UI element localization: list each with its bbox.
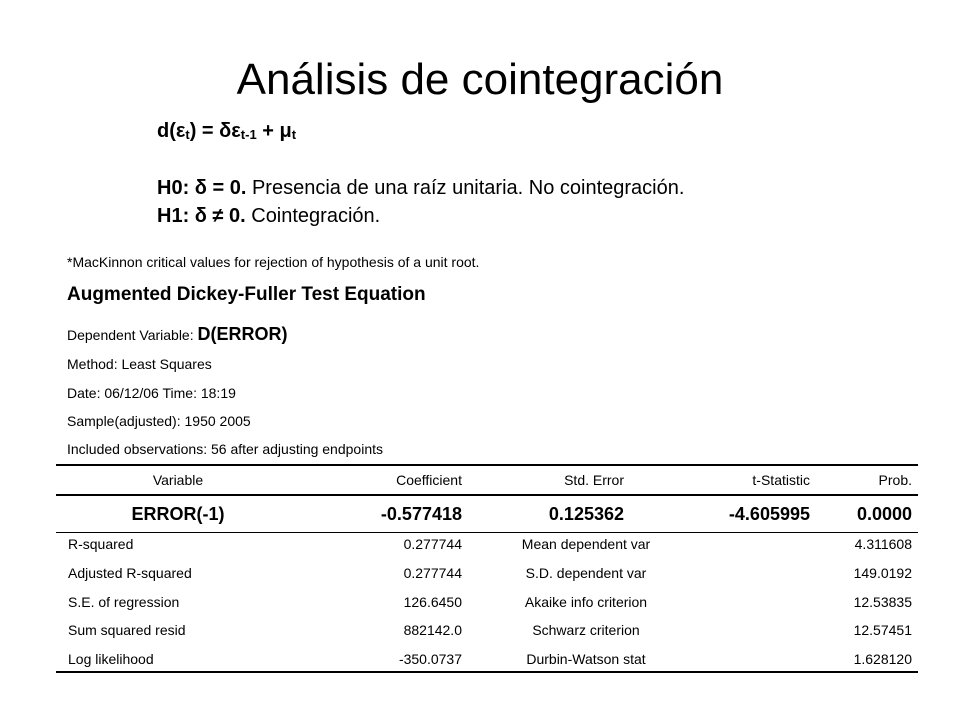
stats-row [56,647,918,671]
stat-value: 126.6450 [403,594,462,610]
stat-label-right: Akaike info criterion [524,594,648,610]
equation-lhs-prefix: d(ε [157,120,186,142]
stat-label: Adjusted R-squared [68,565,192,581]
slide-title: Análisis de cointegración [236,55,724,104]
date-line: Date: 06/12/06 Time: 18:19 [67,385,236,401]
stat-label: S.E. of regression [68,594,180,610]
header-std-error: Std. Error [564,472,624,488]
coef-variable: ERROR(-1) [131,504,225,524]
hypothesis-null [157,177,684,200]
header-variable: Variable [152,472,204,488]
hypothesis-null-text: Presencia de una raíz unitaria. No cointegración. [246,177,685,199]
header-t-statistic: t-Statistic [752,472,810,488]
hypothesis-alt-text: Cointegración. [245,205,381,227]
dependent-variable [67,324,288,345]
stat-label-right: Durbin-Watson stat [526,651,646,667]
header-coefficient: Coefficient [396,472,462,488]
stat-label-right: S.D. dependent var [525,565,647,581]
stat-value: 882142.0 [403,622,462,638]
stat-value-right: 12.53835 [853,594,912,610]
sample-line: Sample(adjusted): 1950 2005 [67,413,251,429]
equation-lhs-subscript: t [185,127,190,142]
stat-label: Log likelihood [68,651,154,667]
coef-prob: 0.0000 [856,504,912,524]
stats-row [56,561,918,585]
dependent-variable-value: D(ERROR) [197,324,288,344]
table-header-row [56,468,918,492]
coef-std-error: 0.125362 [548,504,624,524]
table-header-rule [56,494,918,496]
stats-row [56,532,918,556]
hypothesis-null-label: H0: δ = 0. [157,177,247,199]
table-top-rule [56,464,918,466]
stat-label-right: Mean dependent var [521,536,651,552]
stat-label: R-squared [68,536,134,552]
observations-line: Included observations: 56 after adjusting endpoints [67,441,383,457]
dependent-variable-label: Dependent Variable: [67,327,198,343]
header-prob: Prob. [878,472,912,488]
stats-row [56,618,918,642]
stats-row [56,590,918,614]
method-line: Method: Least Squares [67,356,212,372]
stat-value-right: 1.628120 [853,651,912,667]
table-bottom-rule [56,671,918,673]
coef-coefficient: -0.577418 [380,504,462,524]
hypothesis-alt-label: H1: δ ≠ 0. [157,205,246,227]
equation-rhs-subscript: t-1 [240,127,257,142]
stat-value: 0.277744 [403,536,462,552]
stat-label: Sum squared resid [68,622,186,638]
test-equation-title: Augmented Dickey-Fuller Test Equation [67,284,426,305]
regression-equation [157,120,296,143]
equation-lhs-suffix: ) = δε [189,120,241,142]
stat-value: -350.0737 [398,651,462,667]
stat-label-right: Schwarz criterion [532,622,640,638]
hypothesis-alternative [157,205,380,228]
stat-value: 0.277744 [403,565,462,581]
stat-value-right: 4.311608 [854,536,912,552]
coefficient-row [56,500,918,528]
coef-t-statistic: -4.605995 [728,504,810,524]
equation-error-subscript: t [291,127,297,142]
mackinnon-note: *MacKinnon critical values for rejection of hypothesis of a unit root. [67,254,480,270]
equation-rhs-mid: + μ [256,120,292,142]
stat-value-right: 12.57451 [853,622,912,638]
stat-value-right: 149.0192 [853,565,912,581]
